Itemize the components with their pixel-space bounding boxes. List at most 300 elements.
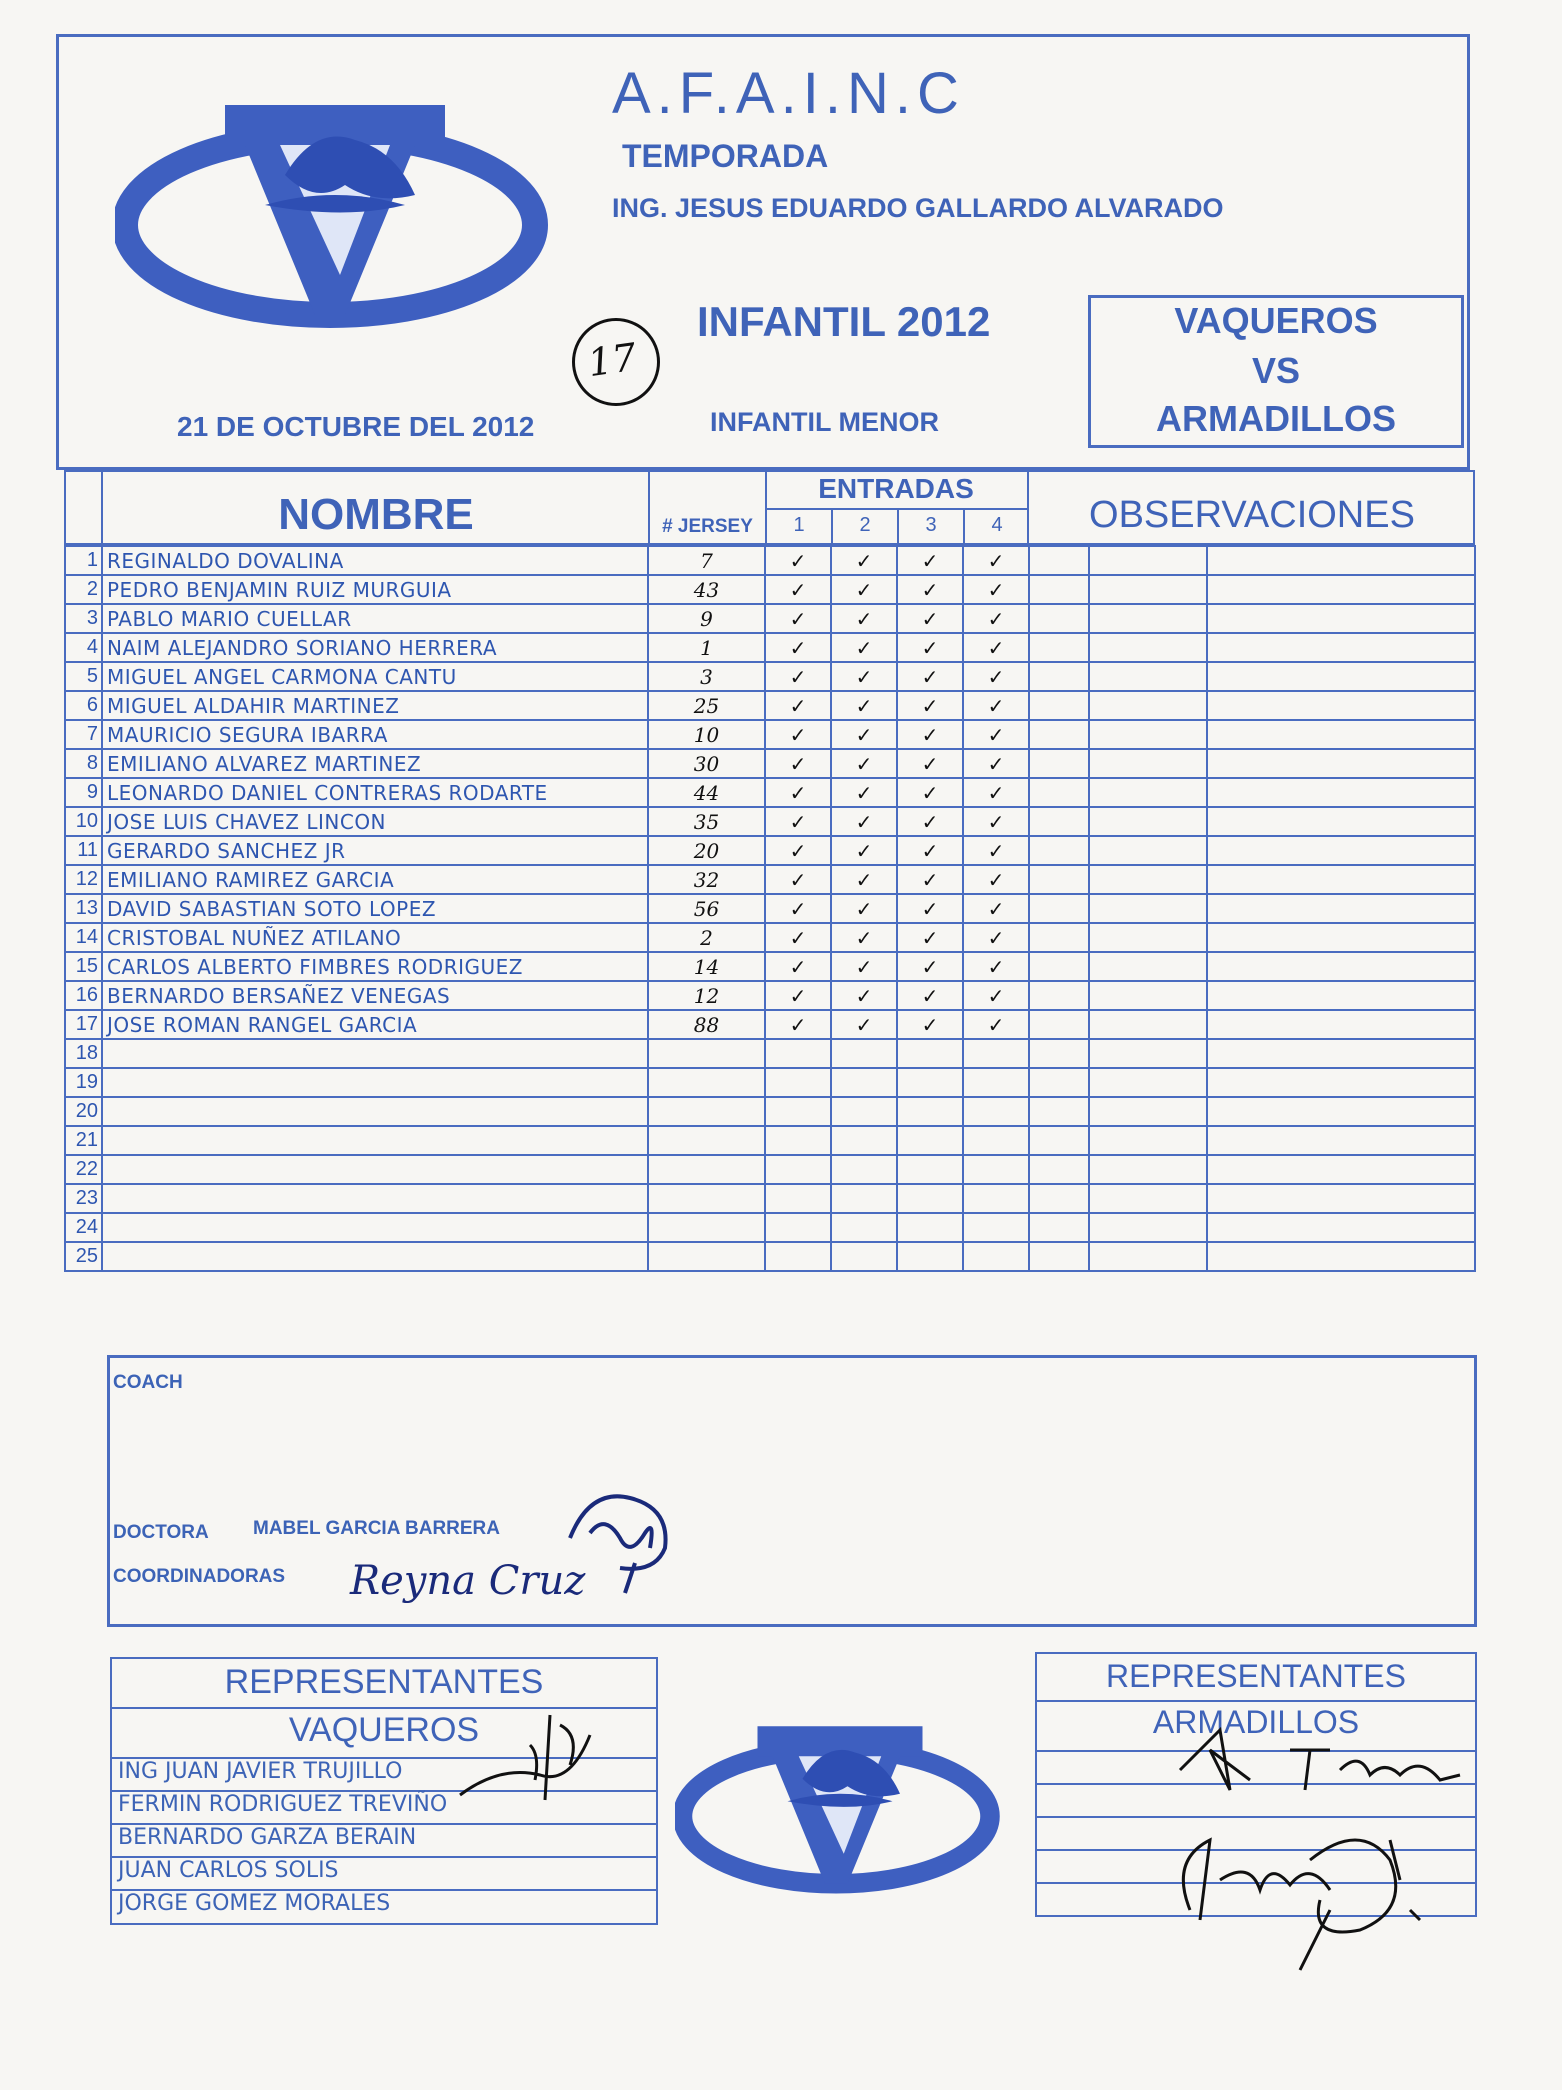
entry-1-cell (765, 1126, 831, 1155)
entry-2-cell: ✓ (831, 546, 897, 575)
entry-3-cell (897, 1126, 963, 1155)
entry-2-cell: ✓ (831, 720, 897, 749)
obs-cell (1029, 807, 1089, 836)
date: 21 DE OCTUBRE DEL 2012 (177, 411, 535, 442)
entry-2-cell: ✓ (831, 778, 897, 807)
entry-1-cell: ✓ (765, 720, 831, 749)
obs-cell (1029, 749, 1089, 778)
entry-divider-3 (963, 508, 965, 545)
entry-2-cell (831, 1068, 897, 1097)
obs-cell (1207, 923, 1475, 952)
row-number: 6 (65, 691, 102, 720)
entry-1-cell (765, 1097, 831, 1126)
entry-3-cell: ✓ (897, 546, 963, 575)
obs-cell (1207, 662, 1475, 691)
entry-3-cell (897, 1242, 963, 1271)
player-name: MIGUEL ANGEL CARMONA CANTU (102, 662, 648, 691)
entry-2-cell (831, 1213, 897, 1242)
obs-cell (1207, 865, 1475, 894)
entry-4-cell: ✓ (963, 981, 1029, 1010)
obs-cell (1029, 981, 1089, 1010)
table-row (65, 720, 1475, 749)
row-number: 14 (65, 923, 102, 952)
entry-3-header: 3 (925, 514, 937, 536)
coord-label: COORDINADORAS (113, 1566, 286, 1587)
jersey-number (648, 1184, 765, 1213)
obs-cell (1029, 604, 1089, 633)
entry-3-cell: ✓ (897, 894, 963, 923)
entry-1-cell: ✓ (765, 604, 831, 633)
entry-4-cell (963, 1184, 1029, 1213)
jersey-number: 1 (648, 633, 765, 662)
team1-name: VAQUEROS (1174, 300, 1378, 341)
obs-cell (1089, 691, 1207, 720)
table-row (65, 691, 1475, 720)
reps-right-divider (1037, 1700, 1475, 1702)
obs-cell (1207, 1068, 1475, 1097)
table-row (65, 923, 1475, 952)
obs-cell (1207, 575, 1475, 604)
entry-1-cell: ✓ (765, 749, 831, 778)
entry-4-cell: ✓ (963, 952, 1029, 981)
jersey-number (648, 1155, 765, 1184)
entry-1-cell (765, 1213, 831, 1242)
col-entries-header: ENTRADAS (818, 473, 974, 504)
entry-3-cell: ✓ (897, 633, 963, 662)
row-number: 23 (65, 1184, 102, 1213)
player-name: DAVID SABASTIAN SOTO LOPEZ (102, 894, 648, 923)
rep-left-row: FERMIN RODRIGUEZ TREVIÑO (112, 1790, 656, 1823)
doctor-label: DOCTORA (113, 1522, 209, 1543)
col-jersey-header: # JERSEY (662, 516, 753, 537)
obs-cell (1029, 778, 1089, 807)
entry-3-cell: ✓ (897, 923, 963, 952)
entry-1-cell: ✓ (765, 981, 831, 1010)
player-name: MAURICIO SEGURA IBARRA (102, 720, 648, 749)
row-number: 19 (65, 1068, 102, 1097)
entry-2-header: 2 (859, 514, 871, 536)
player-name: CARLOS ALBERTO FIMBRES RODRIGUEZ (102, 952, 648, 981)
table-row (65, 604, 1475, 633)
obs-cell (1207, 807, 1475, 836)
table-row (65, 1155, 1475, 1184)
entry-3-cell: ✓ (897, 604, 963, 633)
entry-1-cell: ✓ (765, 691, 831, 720)
obs-cell (1029, 836, 1089, 865)
staff-box (107, 1355, 1477, 1627)
obs-cell (1029, 1097, 1089, 1126)
obs-cell (1029, 1068, 1089, 1097)
obs-cell (1029, 662, 1089, 691)
entry-3-cell: ✓ (897, 749, 963, 778)
entry-3-cell: ✓ (897, 575, 963, 604)
entry-1-cell (765, 1155, 831, 1184)
entry-2-cell: ✓ (831, 807, 897, 836)
entry-2-cell: ✓ (831, 1010, 897, 1039)
player-name (102, 1097, 648, 1126)
obs-cell (1089, 633, 1207, 662)
player-name (102, 1155, 648, 1184)
obs-cell (1089, 1126, 1207, 1155)
obs-cell (1089, 952, 1207, 981)
entry-4-cell (963, 1039, 1029, 1068)
entry-2-cell (831, 1097, 897, 1126)
row-number: 1 (65, 546, 102, 575)
org-title: A.F.A.I.N.C (612, 61, 965, 126)
entry-4-cell: ✓ (963, 778, 1029, 807)
jersey-number: 43 (648, 575, 765, 604)
table-row (65, 1068, 1475, 1097)
table-row (65, 894, 1475, 923)
entry-2-cell: ✓ (831, 952, 897, 981)
entry-3-cell (897, 1068, 963, 1097)
obs-cell (1089, 923, 1207, 952)
entry-3-cell (897, 1155, 963, 1184)
obs-cell (1089, 894, 1207, 923)
entry-4-cell: ✓ (963, 691, 1029, 720)
player-name: NAIM ALEJANDRO SORIANO HERRERA (102, 633, 648, 662)
entry-3-cell: ✓ (897, 865, 963, 894)
entry-2-cell: ✓ (831, 923, 897, 952)
player-name: EMILIANO ALVAREZ MARTINEZ (102, 749, 648, 778)
entry-4-cell (963, 1068, 1029, 1097)
entry-3-cell (897, 1039, 963, 1068)
jersey-number (648, 1097, 765, 1126)
row-number: 20 (65, 1097, 102, 1126)
obs-cell (1089, 1242, 1207, 1271)
col-name-header: NOMBRE (278, 490, 474, 539)
jersey-number: 35 (648, 807, 765, 836)
obs-cell (1029, 546, 1089, 575)
person-name: ING. JESUS EDUARDO GALLARDO ALVARADO (612, 193, 1224, 223)
obs-cell (1029, 923, 1089, 952)
entry-3-cell: ✓ (897, 778, 963, 807)
entry-4-cell (963, 1213, 1029, 1242)
rep-left-row: JUAN CARLOS SOLIS (112, 1856, 656, 1889)
entry-4-cell: ✓ (963, 749, 1029, 778)
obs-cell (1089, 1039, 1207, 1068)
jersey-number: 10 (648, 720, 765, 749)
obs-cell (1207, 1213, 1475, 1242)
obs-cell (1029, 1039, 1089, 1068)
reps-right-title1: REPRESENTANTES (1106, 1658, 1406, 1694)
player-name: GERARDO SANCHEZ JR (102, 836, 648, 865)
entry-1-cell: ✓ (765, 894, 831, 923)
obs-cell (1089, 1097, 1207, 1126)
entry-1-header: 1 (793, 514, 805, 536)
entry-1-cell: ✓ (765, 952, 831, 981)
entry-2-cell: ✓ (831, 662, 897, 691)
row-number: 16 (65, 981, 102, 1010)
table-row (65, 865, 1475, 894)
player-name: REGINALDO DOVALINA (102, 546, 648, 575)
rep-left-row: ING JUAN JAVIER TRUJILLO (112, 1757, 656, 1790)
obs-cell (1089, 1213, 1207, 1242)
obs-cell (1029, 633, 1089, 662)
table-row (65, 952, 1475, 981)
entry-3-cell: ✓ (897, 836, 963, 865)
team-logo-small (675, 1710, 1005, 1900)
table-row (65, 1242, 1475, 1271)
obs-cell (1029, 1155, 1089, 1184)
entry-2-cell: ✓ (831, 865, 897, 894)
obs-cell (1029, 575, 1089, 604)
obs-cell (1029, 720, 1089, 749)
obs-cell (1029, 1213, 1089, 1242)
obs-cell (1089, 1068, 1207, 1097)
obs-cell (1207, 836, 1475, 865)
entry-3-cell (897, 1184, 963, 1213)
obs-cell (1207, 604, 1475, 633)
entry-1-cell: ✓ (765, 633, 831, 662)
player-name: LEONARDO DANIEL CONTRERAS RODARTE (102, 778, 648, 807)
jersey-number (648, 1039, 765, 1068)
obs-cell (1089, 865, 1207, 894)
entry-4-cell: ✓ (963, 604, 1029, 633)
table-row (65, 1097, 1475, 1126)
row-number: 10 (65, 807, 102, 836)
row-number: 15 (65, 952, 102, 981)
entry-2-cell (831, 1155, 897, 1184)
obs-cell (1029, 952, 1089, 981)
obs-cell (1207, 981, 1475, 1010)
obs-cell (1207, 1039, 1475, 1068)
entry-4-cell: ✓ (963, 720, 1029, 749)
reps-right-title2: ARMADILLOS (1152, 1704, 1360, 1740)
row-number: 7 (65, 720, 102, 749)
jersey-number: 25 (648, 691, 765, 720)
entry-2-cell: ✓ (831, 981, 897, 1010)
obs-cell (1207, 1155, 1475, 1184)
obs-cell (1089, 1155, 1207, 1184)
entry-3-cell: ✓ (897, 720, 963, 749)
table-row (65, 807, 1475, 836)
entry-2-cell: ✓ (831, 604, 897, 633)
player-name: BERNARDO BERSAÑEZ VENEGAS (102, 981, 648, 1010)
entry-1-cell: ✓ (765, 836, 831, 865)
entry-1-cell: ✓ (765, 778, 831, 807)
entry-4-cell: ✓ (963, 865, 1029, 894)
entry-4-cell: ✓ (963, 575, 1029, 604)
entry-4-cell (963, 1126, 1029, 1155)
obs-cell (1029, 1010, 1089, 1039)
entry-2-cell (831, 1242, 897, 1271)
player-name: CRISTOBAL NUÑEZ ATILANO (102, 923, 648, 952)
entry-1-cell (765, 1184, 831, 1213)
obs-cell (1207, 1010, 1475, 1039)
row-number: 4 (65, 633, 102, 662)
subcategory: INFANTIL MENOR (710, 407, 939, 437)
jersey-number: 44 (648, 778, 765, 807)
obs-cell (1207, 1242, 1475, 1271)
entry-2-cell: ✓ (831, 633, 897, 662)
vs-label: VS (1251, 350, 1301, 391)
player-name (102, 1213, 648, 1242)
table-row (65, 981, 1475, 1010)
entry-3-cell: ✓ (897, 691, 963, 720)
obs-cell (1207, 1126, 1475, 1155)
entry-3-cell (897, 1097, 963, 1126)
team-logo (115, 85, 555, 335)
player-name: MIGUEL ALDAHIR MARTINEZ (102, 691, 648, 720)
entry-1-cell (765, 1039, 831, 1068)
obs-cell (1089, 575, 1207, 604)
obs-cell (1207, 1097, 1475, 1126)
entry-4-cell: ✓ (963, 894, 1029, 923)
entry-2-cell: ✓ (831, 749, 897, 778)
row-number: 2 (65, 575, 102, 604)
entry-2-cell: ✓ (831, 894, 897, 923)
entry-1-cell (765, 1068, 831, 1097)
entry-1-cell (765, 1242, 831, 1271)
table-row (65, 1126, 1475, 1155)
table-row (65, 546, 1475, 575)
entry-1-cell: ✓ (765, 923, 831, 952)
category-title: INFANTIL 2012 (697, 298, 991, 345)
row-number: 13 (65, 894, 102, 923)
row-number: 11 (65, 836, 102, 865)
jersey-number: 3 (648, 662, 765, 691)
entry-4-cell: ✓ (963, 662, 1029, 691)
jersey-number: 20 (648, 836, 765, 865)
entry-3-cell: ✓ (897, 662, 963, 691)
table-row (65, 575, 1475, 604)
row-number: 22 (65, 1155, 102, 1184)
jersey-number: 32 (648, 865, 765, 894)
row-number: 21 (65, 1126, 102, 1155)
obs-cell (1089, 778, 1207, 807)
entry-1-cell: ✓ (765, 575, 831, 604)
entry-2-cell: ✓ (831, 575, 897, 604)
row-number: 24 (65, 1213, 102, 1242)
row-number: 9 (65, 778, 102, 807)
player-name: EMILIANO RAMIREZ GARCIA (102, 865, 648, 894)
obs-cell (1089, 720, 1207, 749)
table-row (65, 1039, 1475, 1068)
obs-cell (1089, 604, 1207, 633)
entry-4-cell: ✓ (963, 546, 1029, 575)
jersey-number: 88 (648, 1010, 765, 1039)
obs-cell (1089, 1184, 1207, 1213)
entry-2-cell (831, 1184, 897, 1213)
rep-left-row: BERNARDO GARZA BERAIN (112, 1823, 656, 1856)
entry-1-cell: ✓ (765, 662, 831, 691)
jersey-number (648, 1242, 765, 1271)
armadillos-rep-signature-2 (1160, 1800, 1450, 1980)
table-row (65, 836, 1475, 865)
obs-cell (1207, 749, 1475, 778)
entry-1-cell: ✓ (765, 865, 831, 894)
jersey-number (648, 1213, 765, 1242)
entry-4-cell: ✓ (963, 807, 1029, 836)
obs-cell (1089, 662, 1207, 691)
entry-4-header: 4 (991, 514, 1003, 536)
player-name: JOSE LUIS CHAVEZ LINCON (102, 807, 648, 836)
jersey-number (648, 1068, 765, 1097)
entry-1-cell: ✓ (765, 1010, 831, 1039)
table-row (65, 1213, 1475, 1242)
obs-cell (1207, 546, 1475, 575)
col-obs-header: OBSERVACIONES (1089, 494, 1415, 536)
row-number: 12 (65, 865, 102, 894)
obs-cell (1207, 778, 1475, 807)
entry-divider-2 (897, 508, 899, 545)
obs-cell (1207, 894, 1475, 923)
table-row (65, 1010, 1475, 1039)
obs-cell (1029, 1242, 1089, 1271)
entry-4-cell (963, 1097, 1029, 1126)
entry-2-cell (831, 1039, 897, 1068)
obs-cell (1207, 720, 1475, 749)
roster-table (64, 545, 1476, 1272)
player-name (102, 1184, 648, 1213)
table-row (65, 633, 1475, 662)
obs-cell (1029, 1184, 1089, 1213)
entry-4-cell: ✓ (963, 923, 1029, 952)
coach-label: COACH (113, 1372, 183, 1393)
jersey-number: 7 (648, 546, 765, 575)
obs-cell (1029, 894, 1089, 923)
player-name (102, 1126, 648, 1155)
entry-3-cell (897, 1213, 963, 1242)
table-row (65, 1184, 1475, 1213)
player-name (102, 1039, 648, 1068)
table-row (65, 778, 1475, 807)
coord-handwritten: Reyna Cruz (350, 1558, 586, 1604)
obs-cell (1029, 865, 1089, 894)
team2-name: ARMADILLOS (1156, 398, 1396, 439)
jersey-number: 12 (648, 981, 765, 1010)
row-number: 3 (65, 604, 102, 633)
doctor-name: MABEL GARCIA BARRERA (253, 1518, 500, 1539)
entry-1-cell: ✓ (765, 546, 831, 575)
entry-3-cell: ✓ (897, 952, 963, 981)
player-name: PABLO MARIO CUELLAR (102, 604, 648, 633)
jersey-number: 9 (648, 604, 765, 633)
jersey-number: 30 (648, 749, 765, 778)
obs-cell (1207, 691, 1475, 720)
rep-left-row: JORGE GOMEZ MORALES (112, 1889, 656, 1923)
table-row (65, 662, 1475, 691)
entry-4-cell: ✓ (963, 633, 1029, 662)
vaqueros-rep-signature (440, 1705, 610, 1815)
obs-cell (1089, 807, 1207, 836)
obs-cell (1089, 1010, 1207, 1039)
armadillos-rep-signature-1 (1170, 1720, 1470, 1800)
entry-2-cell: ✓ (831, 836, 897, 865)
entry-4-cell (963, 1155, 1029, 1184)
row-number: 18 (65, 1039, 102, 1068)
jersey-number (648, 1126, 765, 1155)
entry-3-cell: ✓ (897, 1010, 963, 1039)
jersey-number: 14 (648, 952, 765, 981)
row-number: 25 (65, 1242, 102, 1271)
entry-4-cell: ✓ (963, 1010, 1029, 1039)
row-number: 17 (65, 1010, 102, 1039)
jersey-number: 56 (648, 894, 765, 923)
jersey-number: 2 (648, 923, 765, 952)
entry-1-cell: ✓ (765, 807, 831, 836)
entry-2-cell: ✓ (831, 691, 897, 720)
obs-cell (1089, 546, 1207, 575)
row-number: 8 (65, 749, 102, 778)
obs-cell (1029, 1126, 1089, 1155)
obs-cell (1029, 691, 1089, 720)
obs-cell (1089, 981, 1207, 1010)
row-number: 5 (65, 662, 102, 691)
obs-cell (1207, 952, 1475, 981)
doctor-signature (560, 1478, 690, 1598)
